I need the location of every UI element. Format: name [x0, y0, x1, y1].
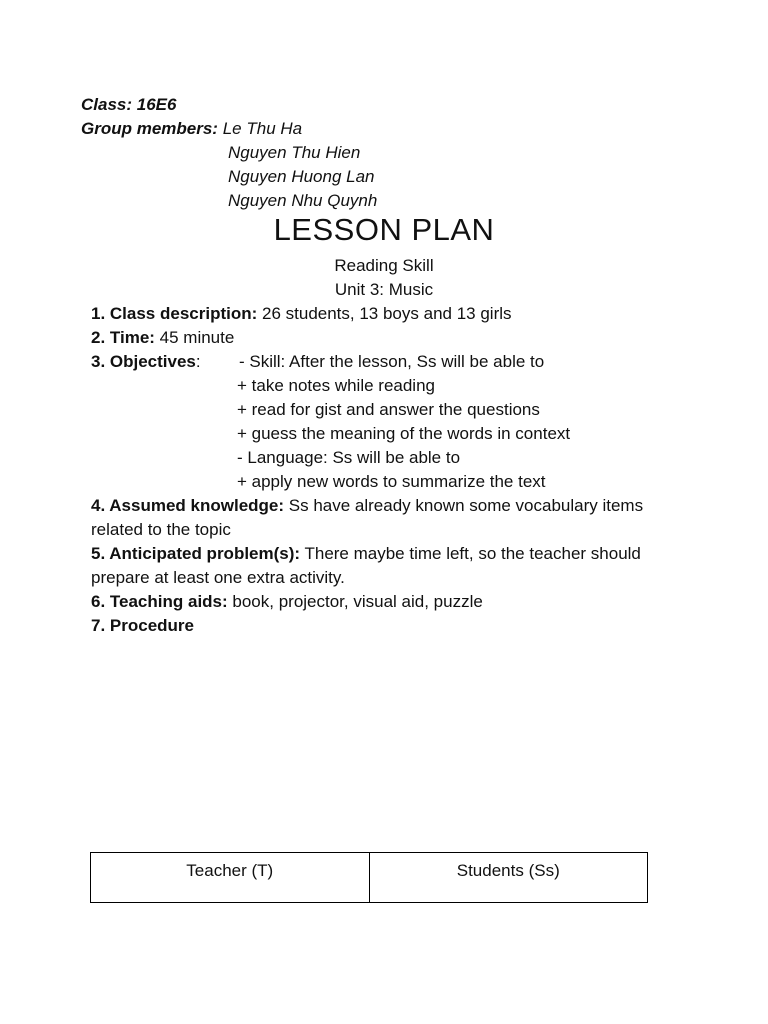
- objective-line: + take notes while reading: [237, 376, 435, 395]
- anticipated-problems-continued: prepare at least one extra activity.: [91, 568, 345, 587]
- assumed-knowledge-continued: related to the topic: [91, 520, 231, 539]
- objective-line: - Skill: After the lesson, Ss will be able to: [239, 352, 545, 371]
- teaching-aids-text: book, projector, visual aid, puzzle: [227, 592, 483, 611]
- time-label: 2. Time:: [91, 328, 155, 347]
- objectives: 3. Objectives:: [91, 352, 201, 371]
- group-member: Nguyen Nhu Quynh: [228, 191, 378, 210]
- procedure-label: 7. Procedure: [91, 616, 194, 635]
- objective-line: + apply new words to summarize the text: [237, 472, 546, 491]
- procedure-table: [90, 852, 648, 903]
- objective-line: - Language: Ss will be able to: [237, 448, 461, 467]
- assumed-knowledge: [91, 494, 681, 518]
- class-description-label: 1. Class description:: [91, 304, 258, 323]
- page-title: LESSON PLAN: [273, 212, 495, 247]
- group-members-label: Group members:: [81, 119, 218, 138]
- time: [91, 326, 681, 350]
- objective-line: + guess the meaning of the words in context: [237, 424, 571, 443]
- anticipated-problems: [91, 542, 681, 566]
- class-description-text: 26 students, 13 boys and 13 girls: [257, 304, 512, 323]
- teaching-aids-label: 6. Teaching aids:: [91, 592, 228, 611]
- group-member: Le Thu Ha: [222, 119, 303, 138]
- subtitle-skill: Reading Skill: [334, 256, 434, 275]
- teacher-column-header: Teacher (T): [91, 853, 370, 903]
- anticipated-problems-text: There maybe time left, so the teacher should: [300, 544, 641, 563]
- class-label: Class: 16E6: [81, 95, 177, 114]
- class-description: [91, 302, 681, 326]
- objectives-label: 3. Objectives: [91, 352, 196, 371]
- table-header-row: [91, 853, 648, 903]
- anticipated-problems-label: 5. Anticipated problem(s):: [91, 544, 301, 563]
- objective-line: + read for gist and answer the questions: [237, 400, 540, 419]
- time-text: 45 minute: [154, 328, 235, 347]
- subtitle-unit: Unit 3: Music: [334, 280, 434, 299]
- assumed-knowledge-text: Ss have already known some vocabulary items: [284, 496, 644, 515]
- procedure: [91, 614, 681, 638]
- group-members-line: [81, 117, 302, 141]
- group-member: Nguyen Huong Lan: [228, 167, 375, 186]
- class-line: [81, 93, 176, 117]
- teaching-aids: [91, 590, 681, 614]
- group-member: Nguyen Thu Hien: [228, 143, 361, 162]
- students-column-header: Students (Ss): [369, 853, 648, 903]
- assumed-knowledge-label: 4. Assumed knowledge:: [91, 496, 285, 515]
